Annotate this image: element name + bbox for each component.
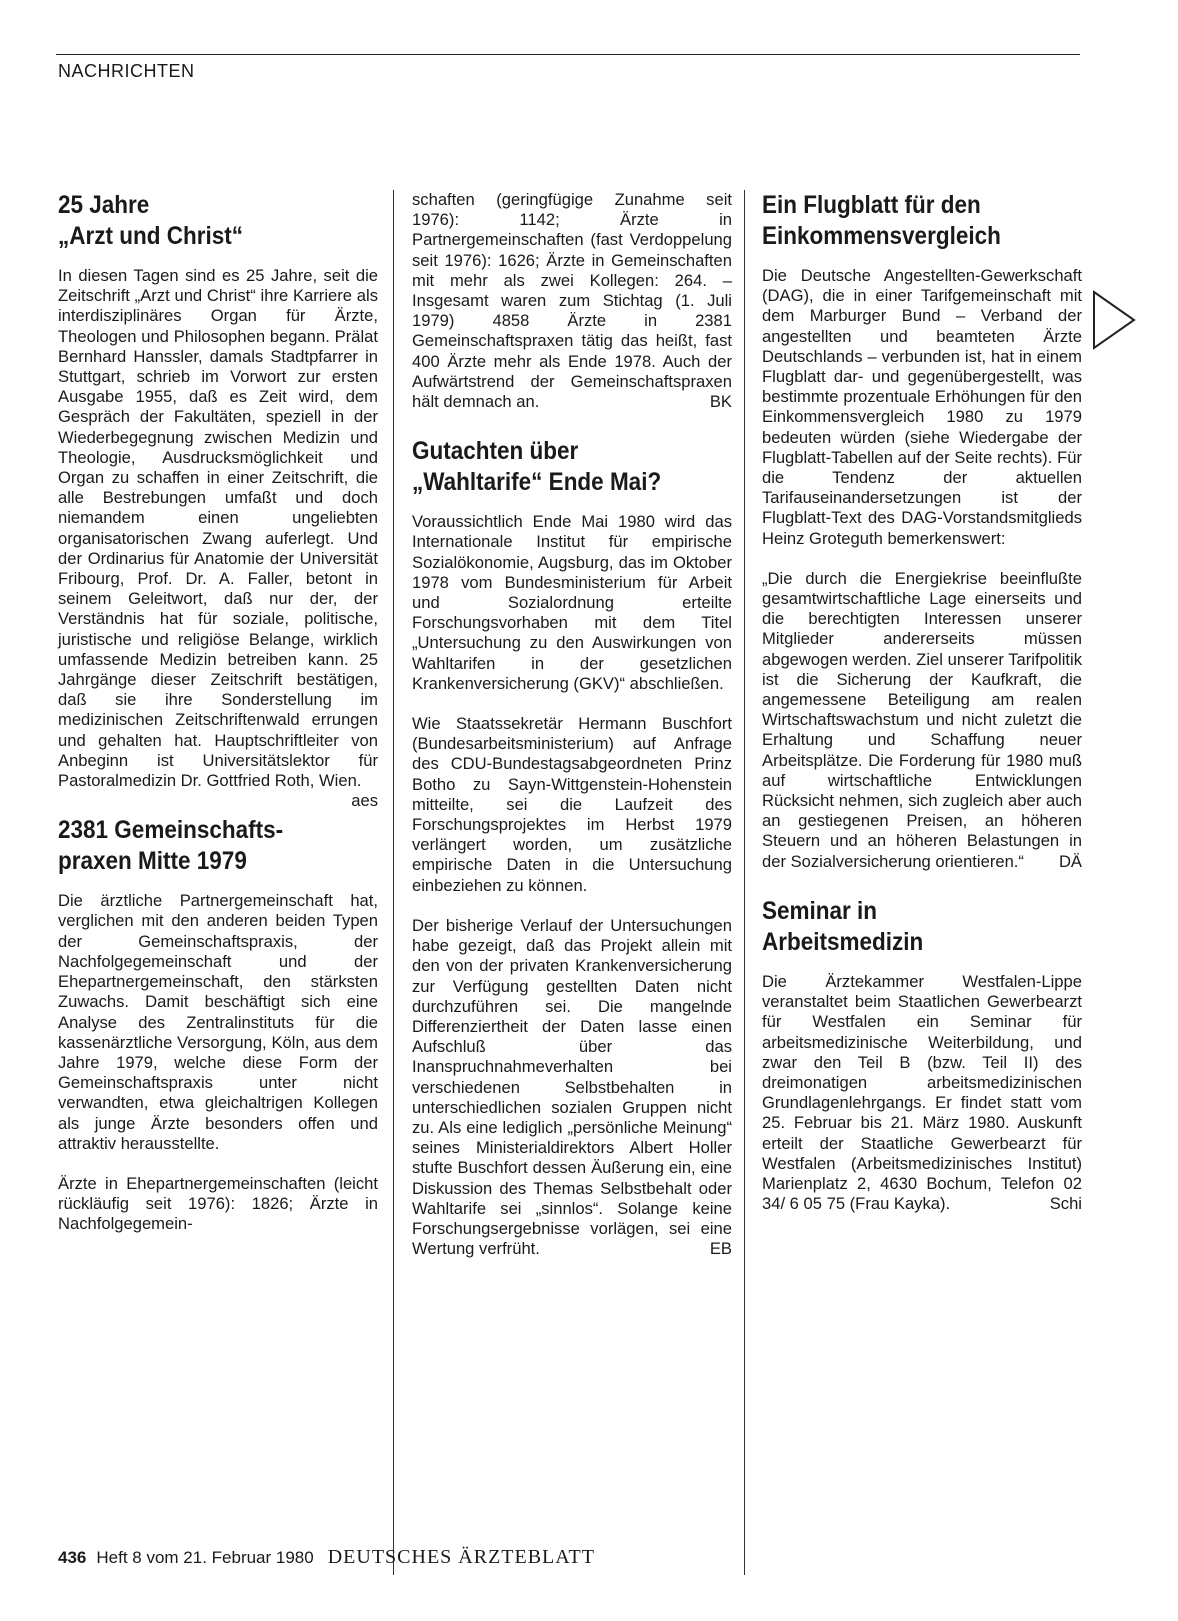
article-body: Der bisherige Verlauf der Untersuchungen habe gezeigt, daß das Projekt allein mit den von der privaten Krankenversicherung zur Verfügung gestellten Daten nicht durchzuführen sei. Die mangelnde Differenziertheit der Daten lasse einen Aufschluß über das Inanspruchnahmeverhalten bei verschiedenen Selbstbehalten in unterschiedlichen sozialen Gruppen nicht zu. Als eine lediglich „persönliche Meinung“ seines Ministerialdirektors Albert Holler stufte Buschfort dessen Äußerung ein, eine Diskussion des Themas Selbstbehalt oder Wahltarife sei „sinnlos“. Solange keine Forschungsergebnisse vorlägen, sei eine Wertung verfrüht. EB [412,915,732,1259]
article-body: Die Deutsche Angestellten-Gewerkschaft (DAG), die in einer Tarifgemeinschaft mit dem Marburger Bund – Verband der angestellten und beamteten Ärzte Deutschlands – verbunden ist, hat in einem Flugblatt dar- und gegenübergestellt, was bestimmte prozentuale Erhöhungen für den Einkommensvergleich 1980 zu 1979 bedeuten würden (siehe Wiedergabe der Flugblatt-Tabellen auf der Seite rechts). Für die Tendenz der aktuellen Tarifauseinandersetzungen ist der Flugblatt-Text des DAG-Vorstandsmitglieds Heinz Groteguth bemerkenswert: [762,266,1082,548]
author-signature: BK [709,392,732,412]
article-body: Voraussichtlich Ende Mai 1980 wird das Internationale Institut für empirische Sozialökonomie, Augsburg, das im Oktober 1978 vom Bundesministerium für Arbeit und Sozialordnung erteilte Forschungsvorhaben mit dem Titel „Untersuchung zu den Auswirkungen von Wahltarifen in der gesetzlichen Krankenversicherung (GKV)“ abschließen. [412,512,732,693]
magazine-name: DEUTSCHES ÄRZTEBLATT [327,1546,595,1568]
article-body: schaften (geringfügige Zunahme seit 1976): 1142; Ärzte in Partnergemeinschaften (fast Verdoppelung seit 1976): 1626; Ärzte in Gemeinschaften mit mehr als zwei Kollegen: 264. – Insgesamt waren zum Stichtag (1. Juli 1979) 4858 Ärzte in 2381 Gemeinschaftspraxen tätig das heißt, fast 400 Ärzte mehr als Ende 1978. Auch der Aufwärtstrend der Gemeinschaftspraxen hält demnach an. BK [412,190,732,412]
article-title-arzt-und-christ: 25 Jahre „Arzt und Christ“ [58,191,243,250]
issue-info: Heft 8 vom 21. Februar 1980 [96,1548,314,1567]
article-body: Die ärztliche Partnergemeinschaft hat, verglichen mit den anderen beiden Typen der Gemeinschaftspraxis, der Nachfolgegemeinschaft und der Ehepartnergemeinschaft, den stärksten Zuwachs. Damit beschäftigt sich eine Analyse des Zentralinstituts für die kassenärztliche Versorgung, Köln, aus dem Jahre 1979, welche diese Form der Gemeinschaftspraxis unter nicht verwandten, etwa gleichaltrigen Kollegen als junge Ärzte besonders offen und attraktiv herausstellte. [58,891,378,1153]
article-body: Wie Staatssekretär Hermann Buschfort (Bundesarbeitsministerium) auf Anfrage des CDU-Bundestagsabgeordneten Prinz Botho zu Sayn-Wittgenstein-Hohenstein mitteilte, sei die Laufzeit des Forschungsprojektes im Herbst 1979 verlängert worden, um zusätzliche empirische Daten in die Untersuchung einbeziehen zu können. [412,714,732,895]
column-rule [744,190,745,1575]
column-1 [58,190,378,1255]
article-body: Die Ärztekammer Westfalen-Lippe veranstaltet beim Staatlichen Gewerbearzt für Westfalen ein Seminar für arbeitsmedizinische Weiterbildung, und zwar den Teil B (bzw. Teil II) des dreimonatigen arbeitsmedizinischen Grundlagenlehrgangs. Er findet statt vom 25. Februar bis 21. März 1980. Auskunft erteilt der Staatliche Gewerbearzt für Westfalen (Arbeitsmedizinisches Institut) Marienplatz 2, 4630 Bochum, Telefon 02 34/ 6 05 75 (Frau Kayka). Schi [762,971,1082,1214]
section-label: NACHRICHTEN [58,61,195,81]
article-title-flugblatt: Ein Flugblatt für den Einkommensvergleich [762,191,1001,250]
article-quote: „Die durch die Energiekrise beeinflußte gesamtwirtschaftliche Lage einerseits und die berechtigten Interessen unserer Mitglieder andererseits müssen abgewogen werden. Ziel unserer Tarifpolitik ist die Sicherung der Kaufkraft, die angemessene Beteiligung am realen Wirtschaftswachstum und nicht zuletzt die Erhaltung und Schaffung neuer Arbeitsplätze. Die Forderung für 1980 muß auf wirtschaftliche Entwicklungen Rücksicht nehmen, sich zugleich aber auch an gestiegenen Preisen, an höheren Steuern und an höheren Belastungen in der Sozialversicherung orientieren.“ DÄ [762,568,1082,871]
page-footer [58,1546,595,1569]
article-title-wahltarife: Gutachten über „Wahltarife“ Ende Mai? [412,437,662,497]
page-number: 436 [58,1548,87,1567]
author-signature: EB [709,1239,732,1259]
article-body: In diesen Tagen sind es 25 Jahre, seit die Zeitschrift „Arzt und Christ“ ihre Karriere als interdisziplinäres Organ für Ärzte, Theologen und Philosophen begann. Prälat Bernhard Hanssler, damals Stadtpfarrer in Stuttgart, schrieb im Vorwort zur ersten Ausgabe 1955, daß es Zeit wird, dem Gespräch der Fakultäten, speziell in der Wiederbegegnung zwischen Medizin und Theologie, Ausdrucksmöglichkeit und Organ zu schaffen in einer Zeitschrift, die alle Bestrebungen umfaßt und doch niemandem einen ungeliebten organisatorischen Zwang auferlegt. Und der Ordinarius für Anatomie der Universität Fribourg, Prof. Dr. A. Faller, betont in seinem Geleitwort, daß nur der, der Verständnis hat für soziale, politische, juristische und religiöse Belange, wirklich umfassende Medizin betreiben kann. 25 Jahrgänge dieser Zeitschrift bestätigen, daß sie ihre Sonderstellung im medizinischen Zeitschriftenwald errungen und gehalten hat. Hauptschriftleiter von Anbeginn ist Universitätslektor für Pastoralmedizin Dr. Gottfried Roth, Wien. aes [58,266,378,811]
article-title-seminar: Seminar in Arbeitsmedizin [762,896,924,956]
article-title-gemeinschaftspraxen: 2381 Gemeinschafts- praxen Mitte 1979 [58,816,284,876]
column-2 [412,190,732,1279]
author-signature: Schi [1049,1194,1082,1214]
author-signature: aes [351,791,378,811]
article-body: Ärzte in Ehepartnergemeinschaften (leicht rückläufig seit 1976): 1826; Ärzte in Nachfolgegemein- [58,1173,378,1234]
column-rule [393,190,394,1575]
author-signature: DÄ [1058,851,1082,871]
column-3 [762,190,1082,1234]
triangle-right-outline-icon [1092,290,1138,355]
header-rule [56,54,1080,55]
